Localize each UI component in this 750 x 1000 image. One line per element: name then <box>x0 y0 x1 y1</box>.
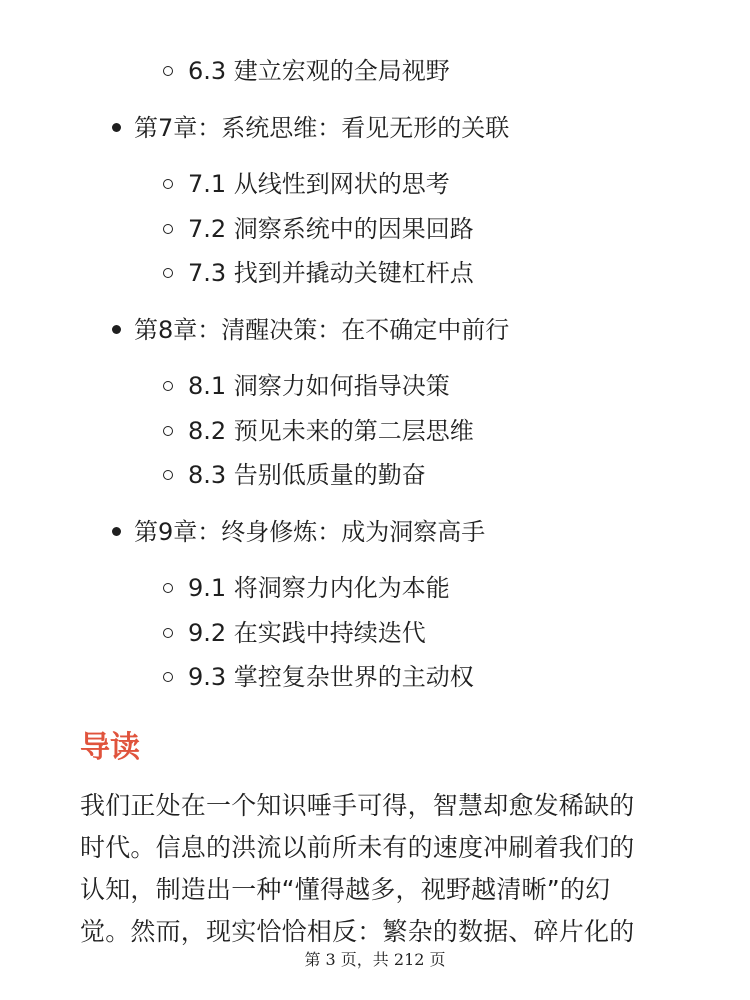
paragraph-line: 认知，制造出一种“懂得越多，视野越清晰”的幻 <box>80 875 611 904</box>
toc-subitem[interactable]: 6.3 建立宏观的全局视野 <box>188 57 450 85</box>
circle-bullet-icon <box>163 66 173 76</box>
disc-bullet-icon <box>112 123 121 132</box>
disc-bullet-icon <box>112 527 121 536</box>
toc-subitem[interactable]: 9.2 在实践中持续迭代 <box>188 619 426 647</box>
circle-bullet-icon <box>163 179 173 189</box>
toc-chapter[interactable]: 第7章：系统思维：看见无形的关联 <box>134 114 510 142</box>
circle-bullet-icon <box>163 628 173 638</box>
section-heading: 导读 <box>80 730 140 765</box>
page-number-footer: 第 3 页，共 212 页 <box>304 950 446 969</box>
toc-subitem[interactable]: 7.1 从线性到网状的思考 <box>188 170 450 198</box>
toc-subitem[interactable]: 7.3 找到并撬动关键杠杆点 <box>188 259 474 287</box>
disc-bullet-icon <box>112 325 121 334</box>
toc-subitem[interactable]: 8.2 预见未来的第二层思维 <box>188 417 474 445</box>
circle-bullet-icon <box>163 381 173 391</box>
paragraph-line: 我们正处在一个知识唾手可得，智慧却愈发稀缺的 <box>80 791 635 820</box>
paragraph-line: 觉。然而，现实恰恰相反：繁杂的数据、碎片化的 <box>80 917 635 946</box>
toc-subitem[interactable]: 7.2 洞察系统中的因果回路 <box>188 215 474 243</box>
paragraph-line: 时代。信息的洪流以前所未有的速度冲刷着我们的 <box>80 833 635 862</box>
toc-chapter[interactable]: 第8章：清醒决策：在不确定中前行 <box>134 316 510 344</box>
circle-bullet-icon <box>163 426 173 436</box>
circle-bullet-icon <box>163 268 173 278</box>
toc-subitem[interactable]: 8.1 洞察力如何指导决策 <box>188 372 450 400</box>
toc-subitem[interactable]: 9.3 掌控复杂世界的主动权 <box>188 663 474 691</box>
circle-bullet-icon <box>163 583 173 593</box>
circle-bullet-icon <box>163 470 173 480</box>
toc-subitem[interactable]: 9.1 将洞察力内化为本能 <box>188 574 450 602</box>
toc-subitem[interactable]: 8.3 告别低质量的勤奋 <box>188 461 426 489</box>
circle-bullet-icon <box>163 224 173 234</box>
circle-bullet-icon <box>163 672 173 682</box>
toc-chapter[interactable]: 第9章：终身修炼：成为洞察高手 <box>134 518 486 546</box>
